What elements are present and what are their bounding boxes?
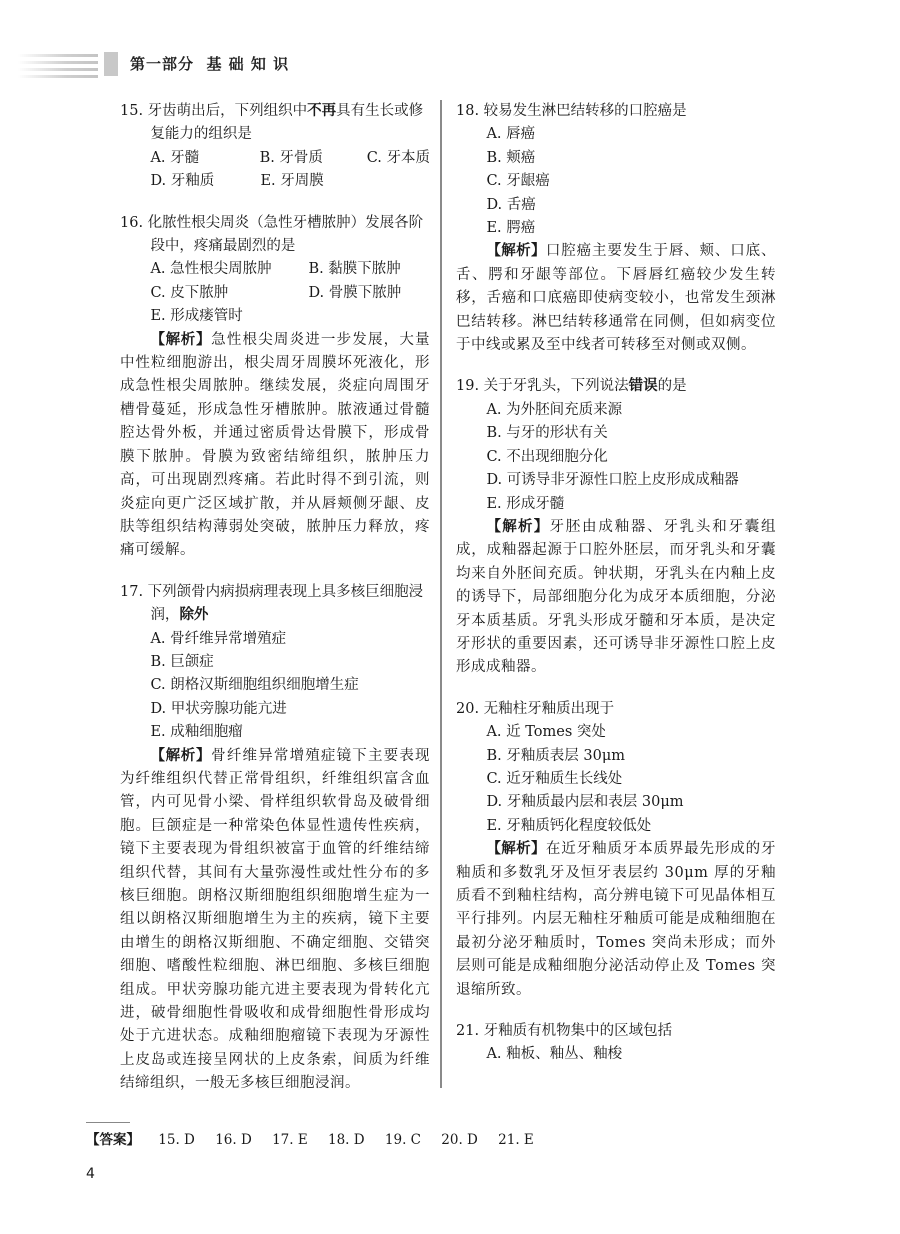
option-a: A. 唇癌 [486,126,536,143]
analysis: 【解析】骨纤维异常增殖症镜下主要表现为纤维组织代替正常骨组织，纤维组织富含血管，内可见骨小梁、骨样组织软骨岛及破骨细胞。巨颌症是一种常染色体显性遗传性疾病，镜下主要表现为骨组织被富于血管的纤维结缔组织代替，其间有大量弥漫性或灶性分布的多核巨细胞。朗格汉斯细胞组织细胞增生症为一组以朗格汉斯细胞增生为主的疾病，镜下主要由增生的朗格汉斯细胞、不确定细胞、交错突细胞、嗜酸性粒细胞、淋巴细胞、多核巨细胞组成。甲状旁腺功能亢进主要表现为骨转化亢进，破骨细胞性骨吸收和成骨细胞性骨形成均处于亢进状态。成釉细胞瘤镜下表现为牙源性上皮岛或连接呈网状的上皮条索，间质为纤维结缔组织，一般无多核巨细胞浸润。 [120,747,431,1092]
left-column [120,100,430,1114]
option-b: B. 牙釉质表层 30μm [486,747,626,764]
section-title: 第一部分 基 础 知 识 [130,55,290,73]
option-b: B. 与牙的形状有关 [486,425,608,442]
option-d: D. 牙釉质 [150,173,215,190]
question-17 [120,581,430,1096]
option-c: C. 皮下脓肿 [150,284,229,301]
option-c: C. 近牙釉质生长线处 [486,770,623,787]
question-18 [456,100,776,357]
option-e: E. 牙周膜 [260,173,324,190]
option-c: C. 不出现细胞分化 [486,448,608,465]
options [456,721,776,838]
options [120,258,430,328]
answer-tag: 【答案】 [86,1132,140,1148]
analysis: 【解析】口腔癌主要发生于唇、颊、口底、舌、腭和牙龈等部位。下唇唇红癌较少发生转移，舌癌和口底癌即使病变较小，也常发生颈淋巴结转移。淋巴结转移通常在同侧，但如病变位于中线或累及至中线者可转移至对侧或双侧。 [456,243,777,354]
options [456,399,776,516]
analysis: 【解析】急性根尖周炎进一步发展，大量中性粒细胞游出，根尖周牙周膜坏死液化，形成急性根尖周脓肿。继续发展，炎症向周围牙槽骨蔓延，形成急性牙槽脓肿。脓液通过骨髓腔达骨外板，并通过密质骨达骨膜下，形成骨膜下脓肿。骨膜为致密结缔组织，脓肿压力高，可出现剧烈疼痛。若此时得不到引流，则炎症向更广泛区域扩散，并从唇颊侧牙龈、皮肤等组织结构薄弱处突破，脓肿压力释放，疼痛可缓解。 [120,331,431,559]
header-decoration-block [104,52,118,76]
emphasis: 除外 [179,607,209,624]
answer-item: 21. E [498,1132,534,1148]
question-stem: 16. 化脓性根尖周炎（急性牙槽脓肿）发展各阶段中，疼痛最剧烈的是 [120,214,424,255]
option-e: E. 形成瘘管时 [150,308,243,325]
option-e: E. 腭癌 [486,220,536,237]
header-decoration-lines [18,54,98,78]
options [120,147,430,194]
answer-item: 18. D [328,1132,365,1148]
analysis-tag: 【解析】 [486,841,546,858]
option-e: E. 形成牙髓 [486,495,565,512]
option-c: C. 朗格汉斯细胞组织细胞增生症 [150,677,359,694]
emphasis: 不再 [307,103,337,119]
option-b: B. 牙骨质 [259,149,323,166]
question-stem: 17. 下列颌骨内病损病理表现上具多核巨细胞浸润，除外 [120,583,424,624]
question-19 [456,375,776,679]
answer-item: 17. E [272,1132,308,1148]
option-a: A. 牙髓 [150,149,200,166]
option-c: C. 牙本质 [366,149,430,166]
question-stem: 18. 较易发生淋巴结转移的口腔癌是 [456,103,687,119]
column-divider [440,100,442,1088]
option-b: B. 颊癌 [486,149,536,166]
option-d: D. 骨膜下脓肿 [308,284,402,301]
option-d: D. 牙釉质最内层和表层 30μm [486,794,684,811]
option-d: D. 可诱导非牙源性口腔上皮形成成釉器 [486,472,739,489]
answer-item: 20. D [441,1132,478,1148]
analysis-tag: 【解析】 [486,518,550,535]
option-a: A. 急性根尖周脓肿 [150,261,272,278]
options [456,123,776,240]
option-c: C. 牙龈癌 [486,173,550,190]
option-a: A. 为外胚间充质来源 [486,401,623,418]
question-stem: 20. 无釉柱牙釉质出现于 [456,700,615,717]
analysis-tag: 【解析】 [486,243,546,260]
right-column [456,100,776,1085]
question-16 [120,212,430,563]
option-b: B. 巨颌症 [150,653,214,670]
analysis-tag: 【解析】 [150,747,212,764]
option-e: E. 成釉细胞瘤 [150,724,243,741]
options [456,1043,776,1066]
answer-item: 15. D [158,1132,195,1148]
analysis: 【解析】在近牙釉质牙本质界最先形成的牙釉质和多数乳牙及恒牙表层约 30μm 厚的牙釉质看不到釉柱结构，高分辨电镜下可见晶体相互平行排列。内层无釉柱牙釉质可能是成釉细胞在最初分泌牙釉质时，Tomes 突尚未形成；而外层则可能是成釉细胞分泌活动停止及 Tomes 突退缩所致。 [456,841,777,998]
answer-key [86,1128,550,1148]
analysis-tag: 【解析】 [150,331,212,348]
answer-item: 19. C [384,1132,421,1148]
question-21 [456,1020,776,1067]
question-stem: 15. 牙齿萌出后，下列组织中不再具有生长或修复能力的组织是 [120,103,424,143]
question-20 [456,698,776,1002]
question-stem: 21. 牙釉质有机物集中的区域包括 [456,1023,673,1040]
option-b: B. 黏膜下脓肿 [308,261,401,278]
option-a: A. 骨纤维异常增殖症 [150,630,287,647]
page-number: 4 [86,1166,95,1182]
option-d: D. 舌癌 [486,196,536,213]
analysis: 【解析】牙胚由成釉器、牙乳头和牙囊组成，成釉器起源于口腔外胚层，而牙乳头和牙囊均来自外胚间充质。钟状期，牙乳头在内釉上皮的诱导下，局部细胞分化为成牙本质细胞，分泌牙本质基质。牙乳头形成牙髓和牙本质，是决定牙形状的重要因素，还可诱导非牙源性口腔上皮形成成釉器。 [456,518,777,676]
option-e: E. 牙釉质钙化程度较低处 [486,817,652,834]
question-stem: 19. 关于牙乳头，下列说法错误的是 [456,378,687,395]
options [120,628,430,745]
option-a: A. 近 Tomes 突处 [486,724,606,741]
question-15 [120,100,430,194]
emphasis: 错误 [628,378,658,395]
option-d: D. 甲状旁腺功能亢进 [150,700,287,717]
answer-item: 16. D [215,1132,252,1148]
running-header [0,48,600,84]
option-a: A. 釉板、釉丛、釉梭 [486,1046,623,1063]
